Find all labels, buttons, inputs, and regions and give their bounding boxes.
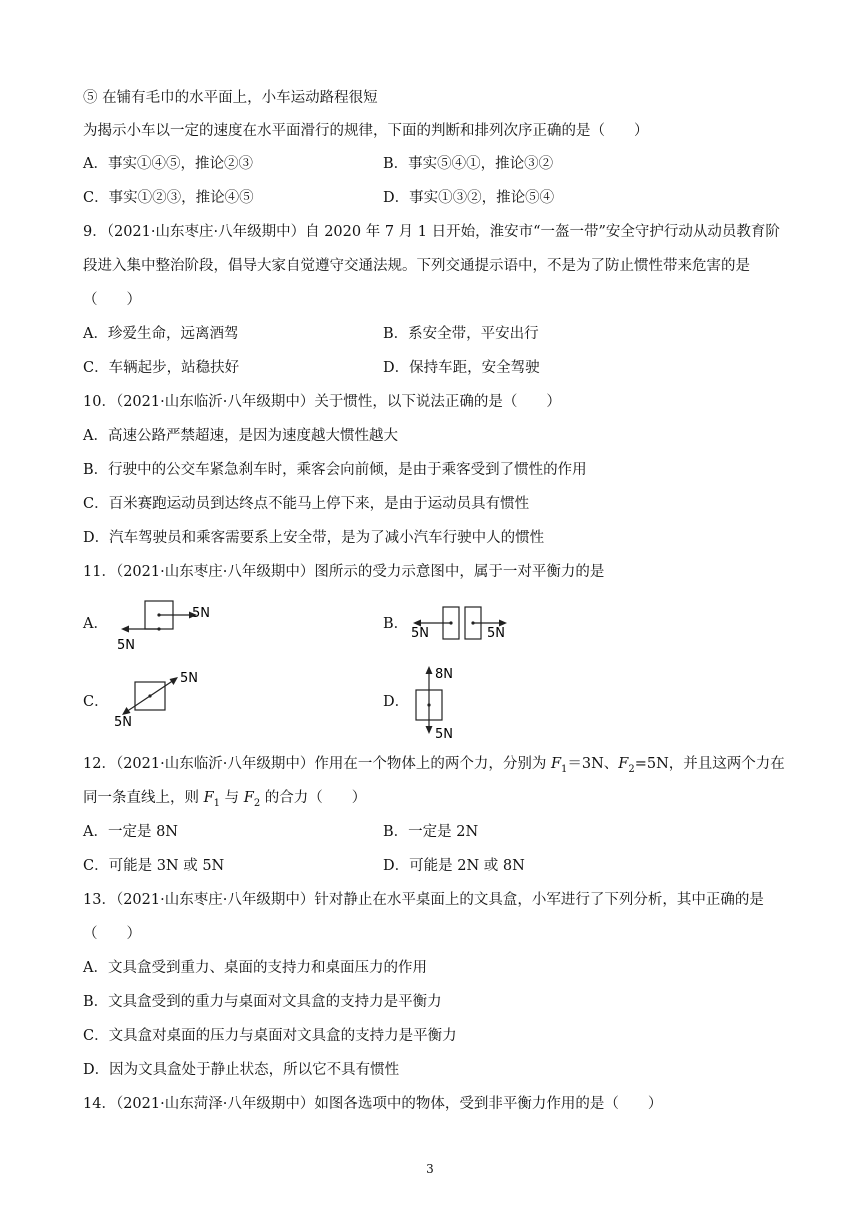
q12-f2-value: =5N，并且这两个力在 <box>634 756 785 772</box>
q10-option-d: D．汽车驾驶员和乘客需要系上安全带，是为了减小汽车行驶中人的惯性 <box>83 530 545 546</box>
q8-item5: ⑤ 在铺有毛巾的水平面上，小车运动路程很短 <box>83 90 378 106</box>
q11-c-bottom-force-label: 5N <box>114 715 132 730</box>
q9-option-a: A．珍爱生命，远离酒驾 <box>83 326 239 342</box>
q11-a-top-force-label: 5N <box>192 606 210 621</box>
q12-line2-f1: F <box>203 790 214 806</box>
q12-line2-f2-sub: 2 <box>253 797 261 809</box>
q9-stem-line3: （ ） <box>83 292 141 308</box>
q13-option-b: B．文具盒受到的重力与桌面对文具盒的支持力是平衡力 <box>83 994 442 1010</box>
q12-f1-subscript: 1 <box>561 763 568 775</box>
q11-option-c-label: C． <box>83 694 109 710</box>
q13-stem-line1: 13．（2021·山东枣庄·八年级期中）针对静止在水平桌面上的文具盒，小军进行了下列分析，其中正确的是 <box>83 892 764 908</box>
q12-option-c: C．可能是 3N 或 5N <box>83 858 225 874</box>
q11-figure-a <box>105 595 225 655</box>
q12-line2-and: 与 <box>220 790 244 806</box>
q12-option-b: B．一定是 2N <box>383 824 479 840</box>
q11-b-left-force-label: 5N <box>411 626 429 641</box>
q11-option-b-label: B． <box>383 616 409 632</box>
q13-option-c: C．文具盒对桌面的压力与桌面对文具盒的支持力是平衡力 <box>83 1028 457 1044</box>
q12-option-d: D．可能是 2N 或 8N <box>383 858 525 874</box>
q12-line2-f1-sub: 1 <box>213 797 221 809</box>
q11-c-top-force-label: 5N <box>180 671 198 686</box>
q12-line2-suffix: 的合力（ ） <box>260 790 367 806</box>
q13-option-a: A．文具盒受到重力、桌面的支持力和桌面压力的作用 <box>83 960 427 976</box>
q9-stem-line1: 9．（2021·山东枣庄·八年级期中）自 2020 年 7 月 1 日开始，淮安市“一盔一带”安全守护行动从动员教育阶 <box>83 224 780 240</box>
q11-figure-d <box>405 660 485 742</box>
q12-stem-text: 12．（2021·山东临沂·八年级期中）作用在一个物体上的两个力，分别为 <box>83 756 551 772</box>
q12-f1-symbol: F <box>550 756 561 772</box>
q13-stem-line2: （ ） <box>83 926 141 942</box>
q14-stem: 14．（2021·山东菏泽·八年级期中）如图各选项中的物体，受到非平衡力作用的是（ ） <box>83 1096 663 1112</box>
q10-option-c: C．百米赛跑运动员到达终点不能马上停下来，是由于运动员具有惯性 <box>83 496 530 512</box>
q9-option-d: D．保持车距，安全驾驶 <box>383 360 540 376</box>
q8-stem: 为揭示小车以一定的速度在水平面滑行的规律，下面的判断和排列次序正确的是（ ） <box>83 123 649 139</box>
q11-figure-c <box>108 668 218 732</box>
q11-a-bottom-force-label: 5N <box>117 638 135 653</box>
q11-b-right-force-label: 5N <box>487 626 505 641</box>
q10-option-a: A．高速公路严禁超速，是因为速度越大惯性越大 <box>83 428 398 444</box>
q12-f2-symbol: F <box>618 756 629 772</box>
q10-option-b: B．行驶中的公交车紧急刹车时，乘客会向前倾，是由于乘客受到了惯性的作用 <box>83 462 587 478</box>
q11-option-a-label: A． <box>83 616 108 632</box>
q11-figure-b <box>405 603 525 647</box>
q9-option-c: C．车辆起步，站稳扶好 <box>83 360 240 376</box>
q8-option-c: C．事实①②③，推论④⑤ <box>83 190 254 206</box>
q8-option-a: A．事实①④⑤，推论②③ <box>83 156 253 172</box>
q8-option-d: D．事实①③②，推论⑤④ <box>383 190 555 206</box>
q11-d-top-force-label: 8N <box>435 667 453 682</box>
q9-option-b: B．系安全带，平安出行 <box>383 326 539 342</box>
q12-stem-line2 <box>83 788 366 814</box>
q10-stem: 10．（2021·山东临沂·八年级期中）关于惯性，以下说法正确的是（ ） <box>83 394 561 410</box>
q11-d-bottom-force-label: 5N <box>435 727 453 742</box>
q11-stem: 11．（2021·山东枣庄·八年级期中）图所示的受力示意图中，属于一对平衡力的是 <box>83 564 605 580</box>
q12-line2-prefix: 同一条直线上，则 <box>83 790 204 806</box>
q12-option-a: A．一定是 8N <box>83 824 178 840</box>
q8-option-b: B．事实⑤④①，推论③② <box>383 156 554 172</box>
q11-option-d-label: D． <box>383 694 410 710</box>
q12-f1-value: ＝3N、 <box>567 756 619 772</box>
page-number: 3 <box>426 1162 434 1176</box>
q9-stem-line2: 段进入集中整治阶段，倡导大家自觉遵守交通法规。下列交通提示语中，不是为了防止惯性带来危害的是 <box>83 258 750 274</box>
q12-stem-line1 <box>83 754 785 780</box>
q13-option-d: D．因为文具盒处于静止状态，所以它不具有惯性 <box>83 1062 400 1078</box>
q12-line2-f2: F <box>243 790 254 806</box>
q12-f2-subscript: 2 <box>628 763 635 775</box>
